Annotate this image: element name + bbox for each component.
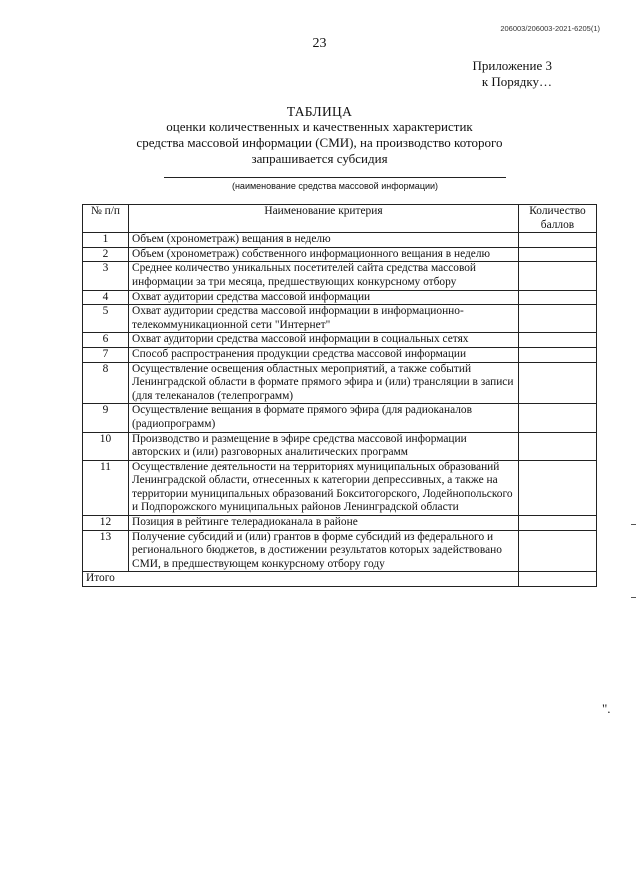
- row-points-cell[interactable]: [519, 530, 597, 572]
- page-number: 23: [312, 36, 327, 51]
- row-points-cell[interactable]: [519, 305, 597, 333]
- row-number: 5: [83, 305, 129, 333]
- row-criterion: Охват аудитории средства массовой информации в социальных сетях: [129, 333, 519, 348]
- row-points-cell[interactable]: [519, 247, 597, 262]
- row-number: 13: [83, 530, 129, 572]
- row-number: 9: [83, 404, 129, 432]
- table-row: [83, 530, 597, 572]
- row-points-cell[interactable]: [519, 290, 597, 305]
- row-points-cell[interactable]: [519, 262, 597, 290]
- row-criterion: Объем (хронометраж) вещания в неделю: [129, 233, 519, 248]
- table-row: [83, 247, 597, 262]
- subtitle-line-2: средства массовой информации (СМИ), на производство которого: [136, 135, 503, 150]
- header-points: Количество баллов: [519, 205, 597, 233]
- row-number: 11: [83, 460, 129, 515]
- row-criterion: Производство и размещение в эфире средства массовой информации авторских и (или) разговорных аналитических программ: [129, 432, 519, 460]
- row-points-cell[interactable]: [519, 233, 597, 248]
- criteria-table: [82, 204, 597, 587]
- row-points-cell[interactable]: [519, 333, 597, 348]
- row-points-cell[interactable]: [519, 460, 597, 515]
- subtitle-line-1: оценки количественных и качественных характеристик: [166, 119, 473, 134]
- row-number: 2: [83, 247, 129, 262]
- row-criterion: Осуществление вещания в формате прямого эфира (для радиоканалов (радиопрограмм): [129, 404, 519, 432]
- total-label: Итого: [83, 572, 519, 587]
- row-points-cell[interactable]: [519, 404, 597, 432]
- row-criterion: Среднее количество уникальных посетителей сайта средства массовой информации за три месяца, предшествующих конкурсному отбору: [129, 262, 519, 290]
- table-row: [83, 432, 597, 460]
- header-number: № п/п: [83, 205, 129, 233]
- row-criterion: Охват аудитории средства массовой информации в информационно-телекоммуникационной сети "Интернет": [129, 305, 519, 333]
- appendix-line-1: Приложение 3: [472, 58, 552, 73]
- row-points-cell[interactable]: [519, 347, 597, 362]
- row-number: 4: [83, 290, 129, 305]
- row-criterion: Объем (хронометраж) собственного информационного вещания в неделю: [129, 247, 519, 262]
- table-header-row: [83, 205, 597, 233]
- row-number: 7: [83, 347, 129, 362]
- row-criterion: Охват аудитории средства массовой информации: [129, 290, 519, 305]
- appendix-line-2: к Порядку…: [481, 74, 552, 89]
- row-number: 3: [83, 262, 129, 290]
- table-row: [83, 362, 597, 404]
- table-row: [83, 333, 597, 348]
- row-criterion: Осуществление освещения областных мероприятий, а также событий Ленинградской области в формате прямого эфира и (или) трансляции в записи (для телеканалов (телепрограмм): [129, 362, 519, 404]
- appendix-reference: [472, 58, 552, 90]
- scan-edge-mark: [631, 524, 636, 525]
- row-number: 10: [83, 432, 129, 460]
- table-row: [83, 233, 597, 248]
- table-row: [83, 404, 597, 432]
- table-row: [83, 516, 597, 531]
- row-number: 6: [83, 333, 129, 348]
- table-row: [83, 262, 597, 290]
- table-title: ТАБЛИЦА: [286, 104, 353, 119]
- row-criterion: Осуществление деятельности на территориях муниципальных образований Ленинградской области, отнесенных к категории депрессивных, а также на территории муниципальных образований Бокситогорского, Лодейнопольского и Подпорожского муниципальных районов Ленинградской области: [129, 460, 519, 515]
- header-criterion: Наименование критерия: [129, 205, 519, 233]
- closing-quote-mark: ".: [602, 701, 611, 716]
- row-criterion: Способ распространения продукции средства массовой информации: [129, 347, 519, 362]
- row-points-cell[interactable]: [519, 516, 597, 531]
- row-criterion: Получение субсидий и (или) грантов в форме субсидий из федерального и регионального бюджетов, в достижении результатов которых задействовано СМИ, в предшествующем конкурсному отбору году: [129, 530, 519, 572]
- document-id: 206003/206003-2021-6205(1): [500, 24, 600, 33]
- row-criterion: Позиция в рейтинге телерадиоканала в районе: [129, 516, 519, 531]
- row-points-cell[interactable]: [519, 362, 597, 404]
- total-row: [83, 572, 597, 587]
- table-subtitle: [120, 119, 519, 167]
- row-number: 1: [83, 233, 129, 248]
- media-name-blank-line: [164, 177, 506, 178]
- table-row: [83, 460, 597, 515]
- row-number: 12: [83, 516, 129, 531]
- scan-edge-mark: [631, 597, 636, 598]
- table-row: [83, 290, 597, 305]
- row-number: 8: [83, 362, 129, 404]
- table-row: [83, 347, 597, 362]
- media-name-caption: (наименование средства массовой информации): [231, 181, 439, 191]
- table-row: [83, 305, 597, 333]
- row-points-cell[interactable]: [519, 432, 597, 460]
- subtitle-line-3: запрашивается субсидия: [251, 151, 388, 166]
- total-points-cell[interactable]: [519, 572, 597, 587]
